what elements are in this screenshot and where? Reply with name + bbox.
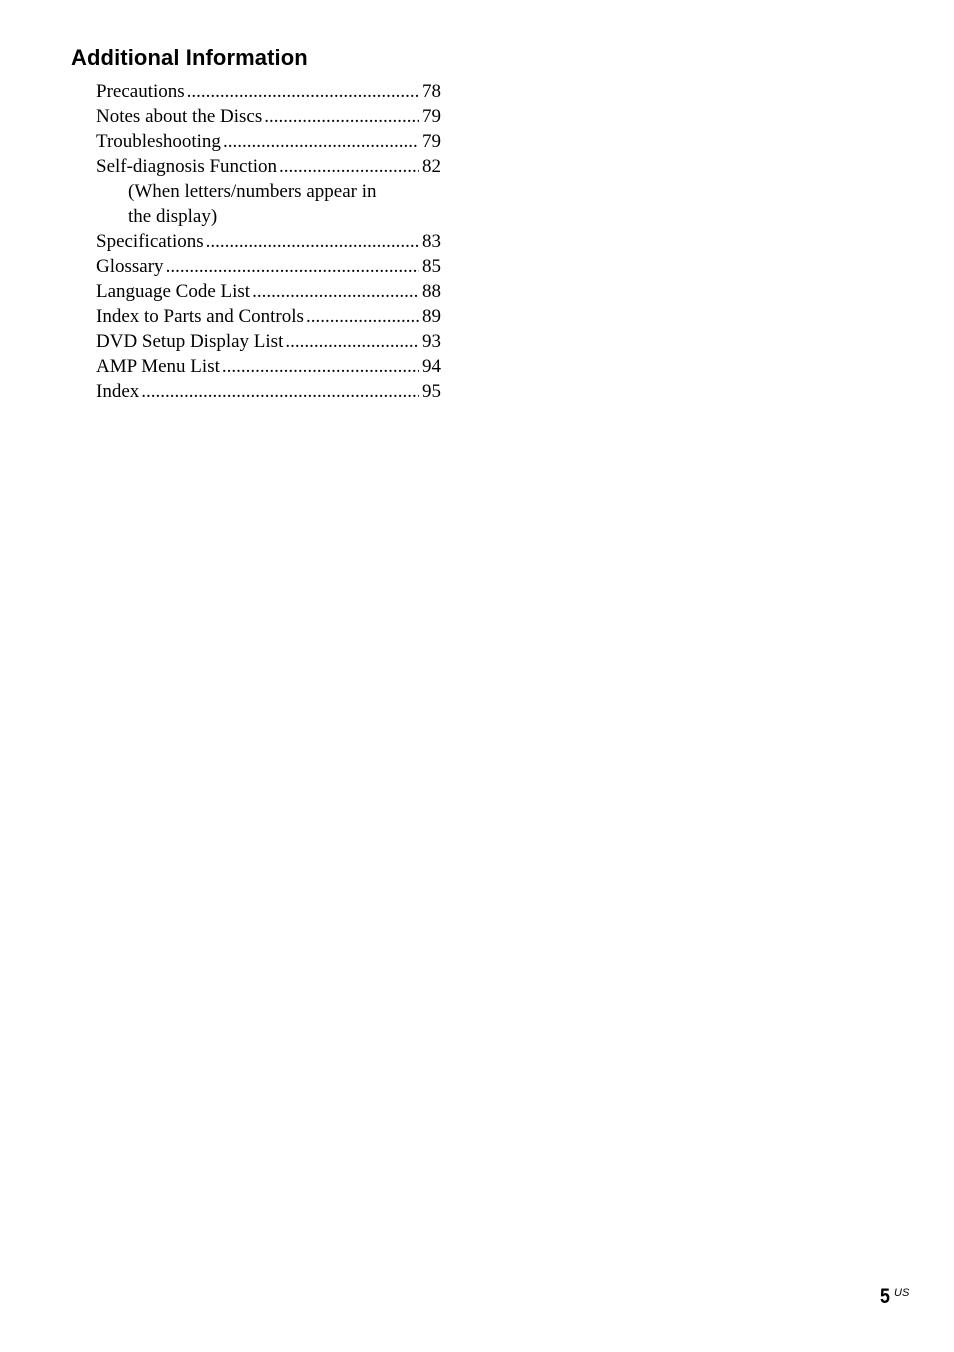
dot-leader bbox=[252, 279, 419, 304]
toc-item-precautions[interactable] bbox=[96, 79, 441, 104]
toc-page-number: 89 bbox=[422, 306, 441, 327]
toc-label: Index bbox=[96, 381, 140, 402]
toc-page-number: 79 bbox=[422, 106, 441, 127]
toc-label: Precautions bbox=[96, 81, 185, 102]
toc-item-notes-about-the-discs[interactable] bbox=[96, 104, 441, 129]
toc-item-troubleshooting[interactable] bbox=[96, 129, 441, 154]
toc-item-index[interactable] bbox=[96, 379, 441, 404]
toc-page-number: 83 bbox=[422, 231, 441, 252]
page-region-suffix: US bbox=[894, 1287, 910, 1299]
dot-leader bbox=[187, 79, 419, 104]
toc-page-number: 95 bbox=[422, 381, 441, 402]
toc-label: Language Code List bbox=[96, 281, 251, 302]
dot-leader bbox=[222, 354, 419, 379]
toc-label: Self-diagnosis Function bbox=[96, 156, 278, 177]
toc-sub-line: (When letters/numbers appear in bbox=[128, 181, 377, 202]
toc-item-self-diagnosis-function[interactable] bbox=[96, 154, 441, 229]
toc-item-language-code-list[interactable] bbox=[96, 279, 441, 304]
toc-page-number: 88 bbox=[422, 281, 441, 302]
section-title: Additional Information bbox=[71, 45, 308, 70]
toc-item-specifications[interactable] bbox=[96, 229, 441, 254]
dot-leader bbox=[141, 379, 419, 404]
toc-page-number: 82 bbox=[422, 156, 441, 177]
toc-label: Glossary bbox=[96, 256, 164, 277]
toc-item-amp-menu-list[interactable] bbox=[96, 354, 441, 379]
toc-label: Troubleshooting bbox=[96, 131, 221, 152]
dot-leader bbox=[264, 104, 419, 129]
toc-page-number: 94 bbox=[422, 356, 441, 377]
toc-item-dvd-setup-display-list[interactable] bbox=[96, 329, 441, 354]
toc-item-index-to-parts-and-controls[interactable] bbox=[96, 304, 441, 329]
toc-label: DVD Setup Display List bbox=[96, 331, 284, 352]
dot-leader bbox=[279, 154, 419, 179]
dot-leader bbox=[306, 304, 419, 329]
dot-leader bbox=[166, 254, 419, 279]
toc-label: Notes about the Discs bbox=[96, 106, 263, 127]
toc-label: Specifications bbox=[96, 231, 204, 252]
dot-leader bbox=[223, 129, 419, 154]
dot-leader bbox=[285, 329, 419, 354]
toc-label: AMP Menu List bbox=[96, 356, 220, 377]
toc-page-number: 79 bbox=[422, 131, 441, 152]
toc-item-glossary[interactable] bbox=[96, 254, 441, 279]
table-of-contents bbox=[96, 79, 441, 404]
dot-leader bbox=[206, 229, 419, 254]
toc-page-number: 85 bbox=[422, 256, 441, 277]
page-number: 5 bbox=[880, 1285, 890, 1308]
toc-page-number: 78 bbox=[422, 81, 441, 102]
toc-label: Index to Parts and Controls bbox=[96, 306, 304, 327]
toc-sub-line: the display) bbox=[128, 206, 218, 227]
toc-page-number: 93 bbox=[422, 331, 441, 352]
